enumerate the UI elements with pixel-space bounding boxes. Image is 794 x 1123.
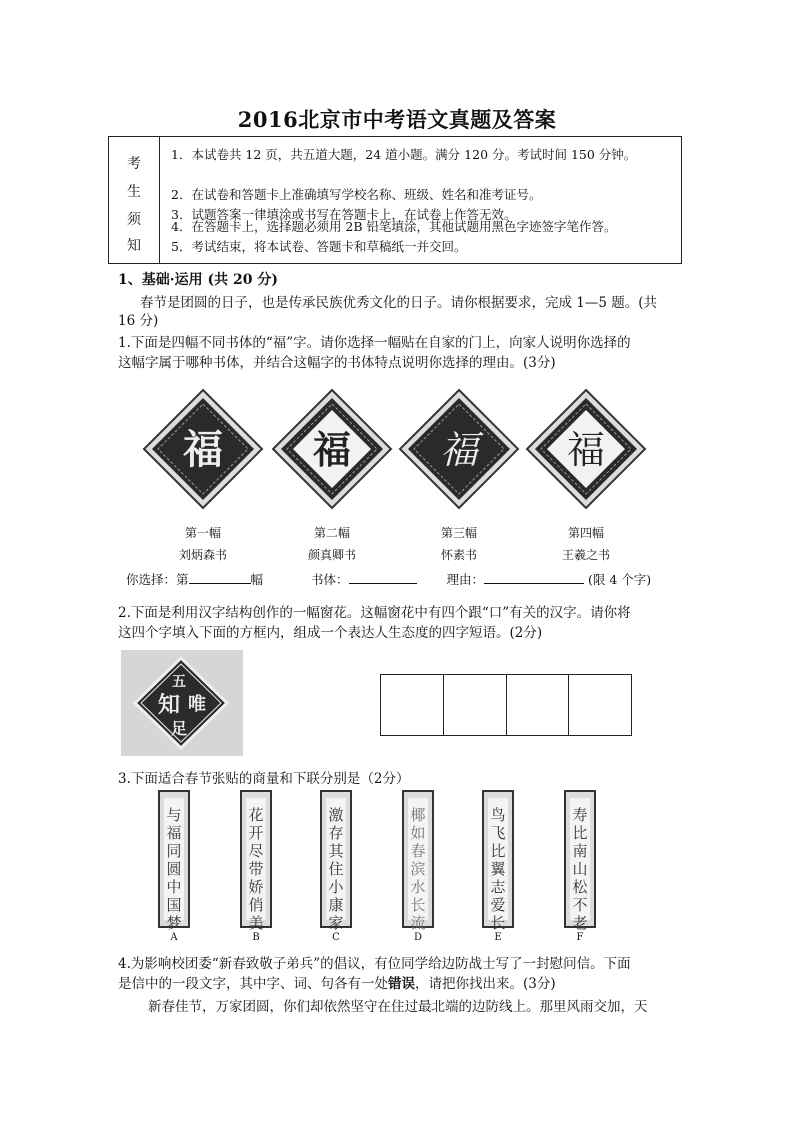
card-author: 怀素书 [440, 548, 477, 562]
couplet-option [240, 790, 272, 943]
couplet-option [482, 790, 514, 943]
couplet-option [402, 790, 434, 943]
letter-excerpt: 新春佳节，万家团圆，你们却依然坚守在住过最北端的边防线上。那里风雨交加，天 [148, 999, 648, 1015]
card-label: 第一幅 [184, 526, 221, 540]
fu-card [525, 388, 647, 510]
question-2: 这四个字填入下面的方框内，组成一个表达人生态度的四字短语。(2分) [118, 625, 543, 641]
limit-note: (限 4 个字) [587, 572, 652, 587]
couplet-option [320, 790, 352, 943]
reason-label: 理由： [446, 572, 484, 587]
page-title: 2016北京市中考语文真题及答案 [237, 107, 557, 132]
choose-blank[interactable] [189, 571, 251, 584]
notice-label-char: 须 [127, 212, 141, 228]
answer-fill-row [126, 570, 651, 588]
question-4-text: ，请把你找出来。(3分) [415, 976, 556, 992]
couplet-text: 鸟飞比翼志爱长 [490, 806, 506, 932]
answer-box[interactable] [381, 675, 444, 735]
question-4-text: 是信中的一段文字，其中字、词、句各有一处 [118, 976, 388, 992]
couplet-text: 与福同圆中国梦 [166, 806, 182, 932]
answer-box[interactable] [444, 675, 507, 735]
window-flower [121, 650, 243, 756]
notice-label [109, 137, 160, 263]
question-4 [118, 972, 556, 992]
window-char: 知 [157, 692, 181, 718]
couplet-text: 激存其住小康家 [328, 806, 344, 932]
couplet-option [158, 790, 190, 943]
couplet-letter: A [170, 932, 178, 943]
card-author: 王羲之书 [561, 548, 610, 562]
window-char: 唯 [188, 694, 206, 715]
section-intro: 16 分) [118, 313, 159, 329]
notice-label-char: 生 [127, 184, 141, 200]
notice-label-char: 知 [127, 238, 141, 254]
question-4: 4.为影响校团委“新春致敬子弟兵”的倡议，有位同学给边防战士写了一封慰问信。下面 [118, 956, 631, 972]
window-char: 五 [172, 674, 186, 690]
couplet-letter: E [494, 932, 502, 943]
question-1: 这幅字属于哪种书体，并结合这幅字的书体特点说明你选择的理由。(3分) [118, 355, 556, 371]
couplet-option [564, 790, 596, 943]
notice-label-char: 考 [127, 156, 141, 172]
fu-glyph: 福 [566, 428, 606, 472]
couplet-letter: B [252, 932, 260, 943]
couplet-letter: F [576, 932, 584, 943]
choose-suffix: 幅 [250, 572, 264, 587]
style-blank[interactable] [349, 571, 417, 584]
section-heading: 1、基础·运用 (共 20 分) [118, 272, 278, 288]
card-author: 刘炳森书 [178, 548, 227, 562]
section-intro: 春节是团圆的日子，也是传承民族优秀文化的日子。请你根据要求，完成 1—5 题。(共 [140, 295, 658, 311]
notice-rule: 3．试题答案一律填涂或书写在答题卡上，在试卷上作答无效。 [171, 207, 517, 222]
window-char: 足 [170, 719, 188, 738]
card-label: 第三幅 [440, 526, 477, 540]
couplet-text: 寿比南山松不老 [572, 806, 588, 932]
question-1: 1.下面是四幅不同书体的“福”字。请你选择一幅贴在自家的门上，向家人说明你选择的 [118, 335, 631, 351]
question-2: 2.下面是利用汉字结构创作的一幅窗花。这幅窗花中有四个跟“口”有关的汉字。请你将 [118, 605, 631, 621]
answer-box[interactable] [507, 675, 570, 735]
couplet-letter: D [413, 932, 423, 943]
card-author: 颜真卿书 [307, 548, 356, 562]
error-keyword: 错误 [388, 976, 415, 992]
notice-rule: 2．在试卷和答题卡上准确填写学校名称、班级、姓名和准考证号。 [171, 187, 542, 202]
couplet-text: 花开尽带娇俏美 [248, 806, 264, 932]
choose-prefix: 你选择：第 [126, 572, 189, 587]
question-3: 3.下面适合春节张贴的商量和下联分别是（2分） [118, 771, 410, 787]
notice-rule: 5．考试结束，将本试卷、答题卡和草稿纸一并交回。 [171, 239, 467, 254]
fu-card [271, 388, 393, 510]
exam-notice-box [108, 136, 682, 264]
notice-rule: 1．本试卷共 12 页，共五道大题，24 道小题。满分 120 分。考试时间 150 分钟。 [171, 147, 637, 162]
fu-glyph: 福 [312, 427, 352, 472]
card-label: 第二幅 [313, 526, 350, 540]
fu-glyph: 福 [439, 428, 479, 472]
answer-boxes [380, 674, 632, 736]
reason-blank[interactable] [484, 571, 584, 584]
answer-box[interactable] [569, 675, 631, 735]
card-label: 第四幅 [567, 526, 604, 540]
couplet-text: 椰如春滨水长流 [410, 806, 426, 932]
notice-rule: 4．在答题卡上，选择题必须用 2B 铅笔填涂，其他试题用黑色字迹签字笔作答。 [171, 219, 617, 234]
couplet-letter: C [332, 932, 340, 943]
fu-glyph: 福 [183, 426, 223, 473]
fu-card [142, 388, 264, 510]
style-label: 书体： [311, 572, 349, 587]
fu-card [398, 388, 520, 510]
